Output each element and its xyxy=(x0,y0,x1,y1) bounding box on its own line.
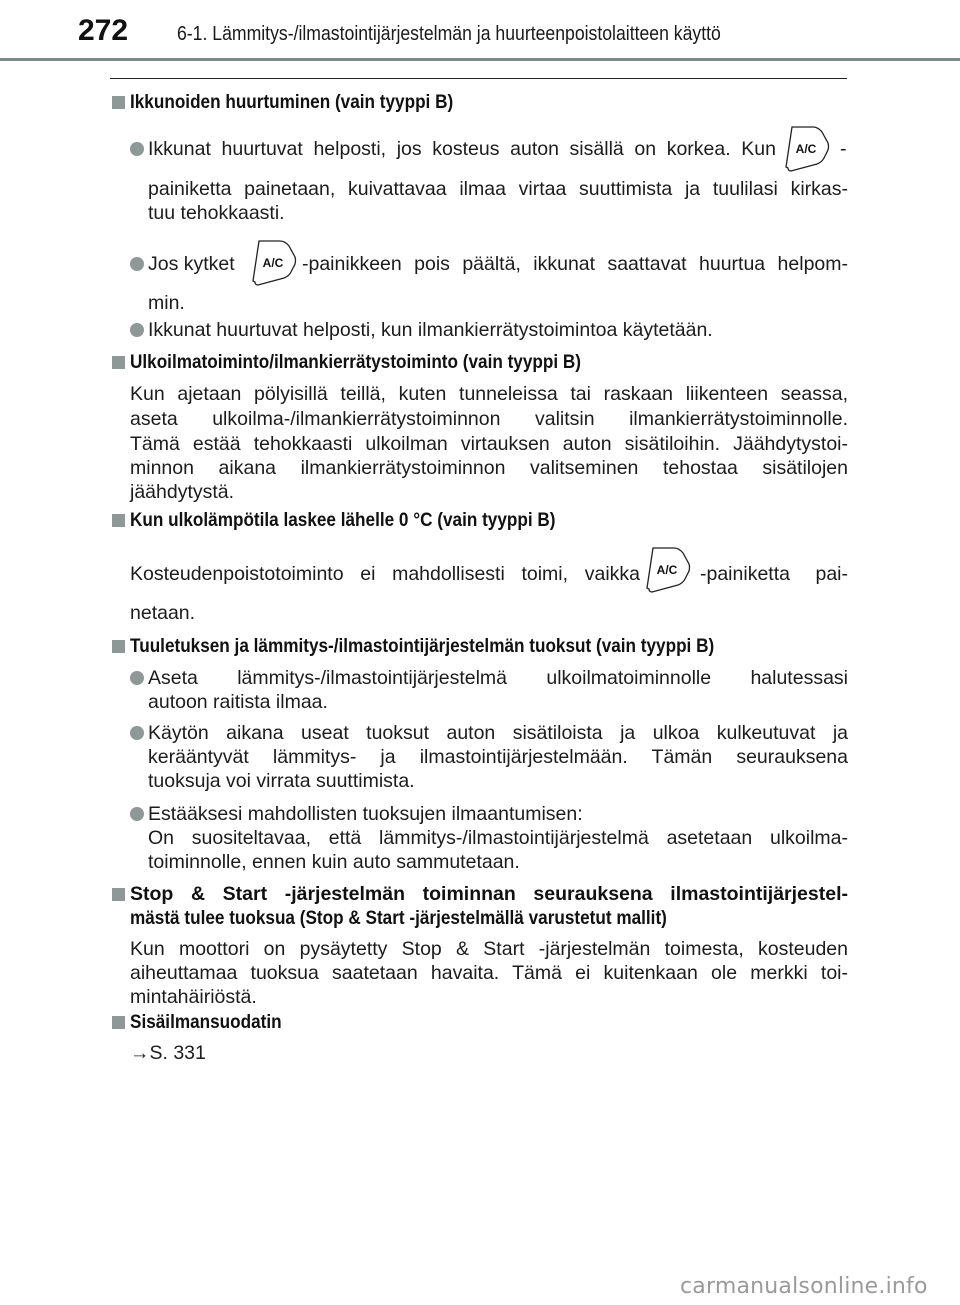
ac-button-icon xyxy=(250,238,298,288)
body-text-line: -painikkeen pois päältä, ikkunat saattavat huurtua helpom- xyxy=(302,253,848,275)
watermark: carmanualsonline.info xyxy=(680,1274,928,1299)
body-text-line: Aseta lämmitys-/ilmastointijärjestelmä ulkoilmatoiminnolle halutessasi xyxy=(148,667,848,689)
header-rule xyxy=(0,58,960,61)
body-text-line: mintahäiriöstä. xyxy=(130,986,257,1008)
section-heading: Tuuletuksen ja lämmitys-/ilmastointijärjestelmän tuoksut (vain tyyppi B) xyxy=(130,635,715,657)
section-rule xyxy=(110,78,847,79)
body-text-line: tuoksuja voi virrata suuttimista. xyxy=(148,770,415,792)
section-heading: Ikkunoiden huurtuminen (vain tyyppi B) xyxy=(130,91,454,113)
bullet-icon xyxy=(130,726,144,740)
body-text-line: -painiketta pai- xyxy=(700,563,848,585)
body-text-line: Kosteudenpoistotoiminto ei mahdollisesti toimi, vaikka xyxy=(130,563,640,585)
section-heading: Kun ulkolämpötila laskee lähelle 0 °C (vain tyyppi B) xyxy=(130,509,556,531)
body-text xyxy=(148,137,776,161)
bullet-icon xyxy=(130,257,144,271)
section-heading: mästä tulee tuoksua (Stop & Start -järjestelmällä varustetut mallit) xyxy=(130,907,667,929)
body-text-line: Jos kytket xyxy=(148,253,235,275)
ac-button-icon xyxy=(644,545,692,595)
bullet-icon xyxy=(130,807,144,821)
section-heading: Ulkoilmatoiminto/ilmankierrätystoiminto (vain tyyppi B) xyxy=(130,351,581,373)
body-text-line: toiminnolle, ennen kuin auto sammutetaan. xyxy=(148,851,520,873)
svg-text:A/C: A/C xyxy=(656,563,678,577)
body-text-line: Tämä estää tehokkaasti ulkoilman virtauksen auton sisätiloihin. Jäähdytystoi- xyxy=(130,433,848,455)
body-text-line: Ikkunat huurtuvat helposti, jos kosteus auton sisällä on korkea. Kun xyxy=(148,138,776,160)
body-text-line: autoon raitista ilmaa. xyxy=(148,691,328,713)
body-text-line: Kun ajetaan pölyisillä teillä, kuten tunneleissa tai raskaan liikenteen seassa, xyxy=(130,383,848,405)
body-text-line: tuu tehokkaasti. xyxy=(148,202,285,224)
section-marker-icon xyxy=(112,888,125,901)
body-text-line: painiketta painetaan, kuivattavaa ilmaa virtaa suuttimista ja tuulilasi kirkas- xyxy=(148,178,848,200)
bullet-icon xyxy=(130,142,144,156)
ac-button-icon xyxy=(783,124,831,174)
body-text-line: - xyxy=(840,138,847,160)
section-heading: Stop & Start -järjestelmän toiminnan seurauksena ilmastointijärjestel- xyxy=(130,883,848,905)
svg-text:A/C: A/C xyxy=(262,256,284,270)
bullet-icon xyxy=(130,671,144,685)
body-text-line: aiheuttamaa tuoksua saatetaan havaita. Tämä ei kuitenkaan ole merkki toi- xyxy=(130,962,848,984)
section-marker-icon xyxy=(112,356,125,369)
body-text-line: jäähdytystä. xyxy=(130,481,235,503)
section-marker-icon xyxy=(112,96,125,109)
running-title: 6-1. Lämmitys-/ilmastointijärjestelmän ja huurteenpoistolaitteen käyttö xyxy=(177,22,721,45)
page-number: 272 xyxy=(78,14,129,47)
svg-text:A/C: A/C xyxy=(795,142,817,156)
body-text-line: kerääntyvät lämmitys- ja ilmastointijärjestelmään. Tämän seurauksena xyxy=(148,746,848,768)
section-heading: Sisäilmansuodatin xyxy=(130,1011,282,1033)
body-text-line: minnon aikana ilmankierrätystoiminnon valitseminen tehostaa sisätilojen xyxy=(130,457,848,479)
body-text-line: min. xyxy=(148,292,185,314)
section-marker-icon xyxy=(112,1016,125,1029)
body-text-line: Ikkunat huurtuvat helposti, kun ilmankierrätystoimintoa käytetään. xyxy=(148,319,713,341)
body-text-line: aseta ulkoilma-/ilmankierrätystoiminnon valitsin ilmankierrätystoiminnolle. xyxy=(130,408,848,430)
section-marker-icon xyxy=(112,640,125,653)
bullet-icon xyxy=(130,323,144,337)
body-text-line: Estääksesi mahdollisten tuoksujen ilmaantumisen: xyxy=(148,803,583,825)
page-reference-link[interactable]: →S. 331 xyxy=(130,1042,206,1064)
body-text-line: Kun moottori on pysäytetty Stop & Start -järjestelmän toimesta, kosteuden xyxy=(130,938,848,960)
section-marker-icon xyxy=(112,514,125,527)
body-text-line: Käytön aikana useat tuoksut auton sisätiloista ja ulkoa kulkeutuvat ja xyxy=(148,722,848,744)
body-text-line: On suositeltavaa, että lämmitys-/ilmastointijärjestelmä asetetaan ulkoilma- xyxy=(148,827,848,849)
body-text-line: netaan. xyxy=(130,602,196,624)
